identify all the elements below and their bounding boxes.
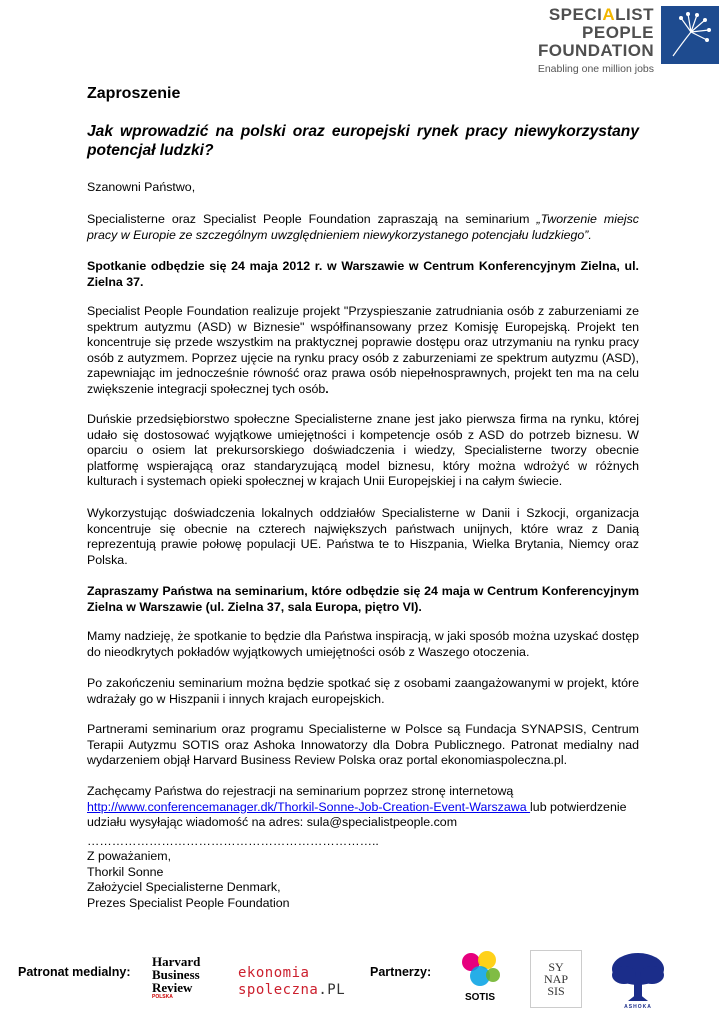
foundation-logo [524,6,719,82]
eko-line-3: .PL [318,982,346,998]
logo-line-1c: LIST [615,5,654,24]
meeting-info: Spotkanie odbędzie się 24 maja 2012 r. w Warszawie w Centrum Konferencyjnym Zielna, ul. Zielna 37. [87,259,639,289]
intro-text: Specialisterne oraz Specialist People Foundation zapraszają na seminarium [87,212,537,226]
logo-line-3: FOUNDATION [537,41,654,60]
logo-line-1a: SPECI [548,5,603,24]
syn-line-2: NAP [543,972,568,986]
seminar-title: „Tworzenie miejsc pracy w Europie ze szczególnym uwzględnieniem niewykorzystanego potencjału ludzkiego”. [87,212,639,242]
paragraph-after: Po zakończeniu seminarium można będzie spotkać się z osobami zaangażowanymi w projekt, które wdrażały go w Hiszpanii i innych krajach europejskich. [87,676,639,706]
logo-line-2: PEOPLE [582,23,654,42]
paragraph-project [87,304,639,397]
ashoka-logo [610,949,666,1011]
registration-link[interactable]: http://www.conferencemanager.dk/Thorkil-Sonne-Job-Creation-Event-Warszawa [87,799,531,814]
hbr-line-1: Harvard [152,954,201,969]
hbr-logo [152,955,222,1005]
paragraph-meeting [87,259,639,290]
dandelion-icon [661,6,719,64]
paragraph-registration [87,784,639,831]
greeting: Szanowni Państwo, [87,180,196,194]
registration-intro: Zachęcamy Państwa do rejestracji na seminarium poprzez stronę internetową [87,784,514,798]
syn-line-3: SIS [547,984,565,998]
paragraph-invitation [87,584,639,615]
partnerzy-label: Partnerzy: [370,965,432,979]
subtitle: Jak wprowadzić na polski oraz europejski rynek pracy niewykorzystany potencjał ludzki? [87,123,639,159]
tree-icon [610,949,666,1003]
invitation-text: Zapraszamy Państwa na seminarium, które odbędzie się 24 maja w Centrum Konferencyjnym Zielna w Warszawie (ul. Zielna 37, sala Europa, piętro VI). [87,584,639,614]
synapsis-logo [530,950,582,1008]
signature-role-2: Prezes Specialist People Foundation [87,896,290,910]
signature-name: Thorkil Sonne [87,865,164,879]
paragraph-specialisterne: Duńskie przedsiębiorstwo społeczne Specialisterne znane jest jako pierwsza firma na rynku, której udało się dostosować wyjątkowe umiejętności i kompetencje osób z ASD do potrzeb biznesu. W oparciu o osiem lat prekursorskiego doświadczenia i wiedzy, Specialisterne tworzy obecnie platformę wspierającą oraz standaryzującą model biznesu, który można wdrożyć w różnych kulturach i systemach opieki społecznej w krajach Unii Europejskiej i na całym świecie. [87,412,639,488]
paragraph-countries: Wykorzystując doświadczenia lokalnych oddziałów Specialisterne w Danii i Szkocji, organizacja koncentruje się obecnie na czterech największych państwach unijnych, które wraz z Danią reprezentują prawie połowę populacji UE. Państwa te to Hiszpania, Wielka Brytania, Niemcy oraz Polska. [87,506,639,567]
sotis-logo [455,948,505,1008]
paragraph-partners: Partnerami seminarium oraz programu Specialisterne w Polsce są Fundacja SYNAPSIS, Centrum Terapii Autyzmu SOTIS oraz Ashoka Innowatorzy dla Dobra Publicznego. Patronat medialny nad wydarzeniem objął Harvard Business Review Polska oraz portal ekonomiaspoleczna.pl. [87,722,639,767]
syn-line-1: SY [548,960,564,974]
patronat-label: Patronat medialny: [18,965,131,979]
hbr-line-4: POLSKA [152,994,173,1000]
signature-role-1: Założyciel Specialisterne Denmark, [87,880,281,894]
sotis-text: SOTIS [464,992,495,1003]
hbr-line-3: Review [152,980,193,995]
eko-line-2: spoleczna [238,982,319,998]
logo-line-1b: A [602,5,616,24]
paragraph-intro [87,212,639,243]
signature-dots: …………………………………………………………….. [87,834,379,848]
registration-rest: lub potwierdzenie udziału wysyłając wiadomość na adres: sula@specialistpeople.com [87,799,627,829]
hbr-line-2: Business [152,967,200,982]
page-title: Zaproszenie [87,85,181,102]
signature-closing: Z poważaniem, [87,849,172,863]
footer [0,945,725,1015]
sotis-icon [455,948,505,992]
ekonomia-logo [238,965,345,999]
logo-tagline: Enabling one million jobs [537,63,654,75]
project-end: . [325,381,329,396]
project-text: Specialist People Foundation realizuje projekt "Przyspieszanie zatrudniania osób z zaburzeniami ze spektrum autyzmu (ASD) w Biznesie" współfinansowany przez Komisję Europejską. Projekt ten koncentruje się przede wszystkim na praktycznej poprawie dostępu oraz utrzymaniu na rynku pracy osób z autyzmem. Poprzez ujęcie na rynku pracy osób z zaburzeniami ze spektrum autyzmu (ASD), zapewniając im jednocześnie równość oraz prawa osób niepełnosprawnych, projekt ten ma na celu zwiększenie integracji społecznej tych osób [87,304,639,396]
eko-line-1: ekonomia [238,965,310,981]
paragraph-hope: Mamy nadzieję, że spotkanie to będzie dla Państwa inspiracją, w jaki sposób można uzyskać dostęp do nieodkrytych pokładów wyjątkowych umiejętności osób z Waszego otoczenia. [87,629,639,659]
ashoka-text: ASHOKA [624,1004,652,1010]
logo-text [524,6,654,76]
